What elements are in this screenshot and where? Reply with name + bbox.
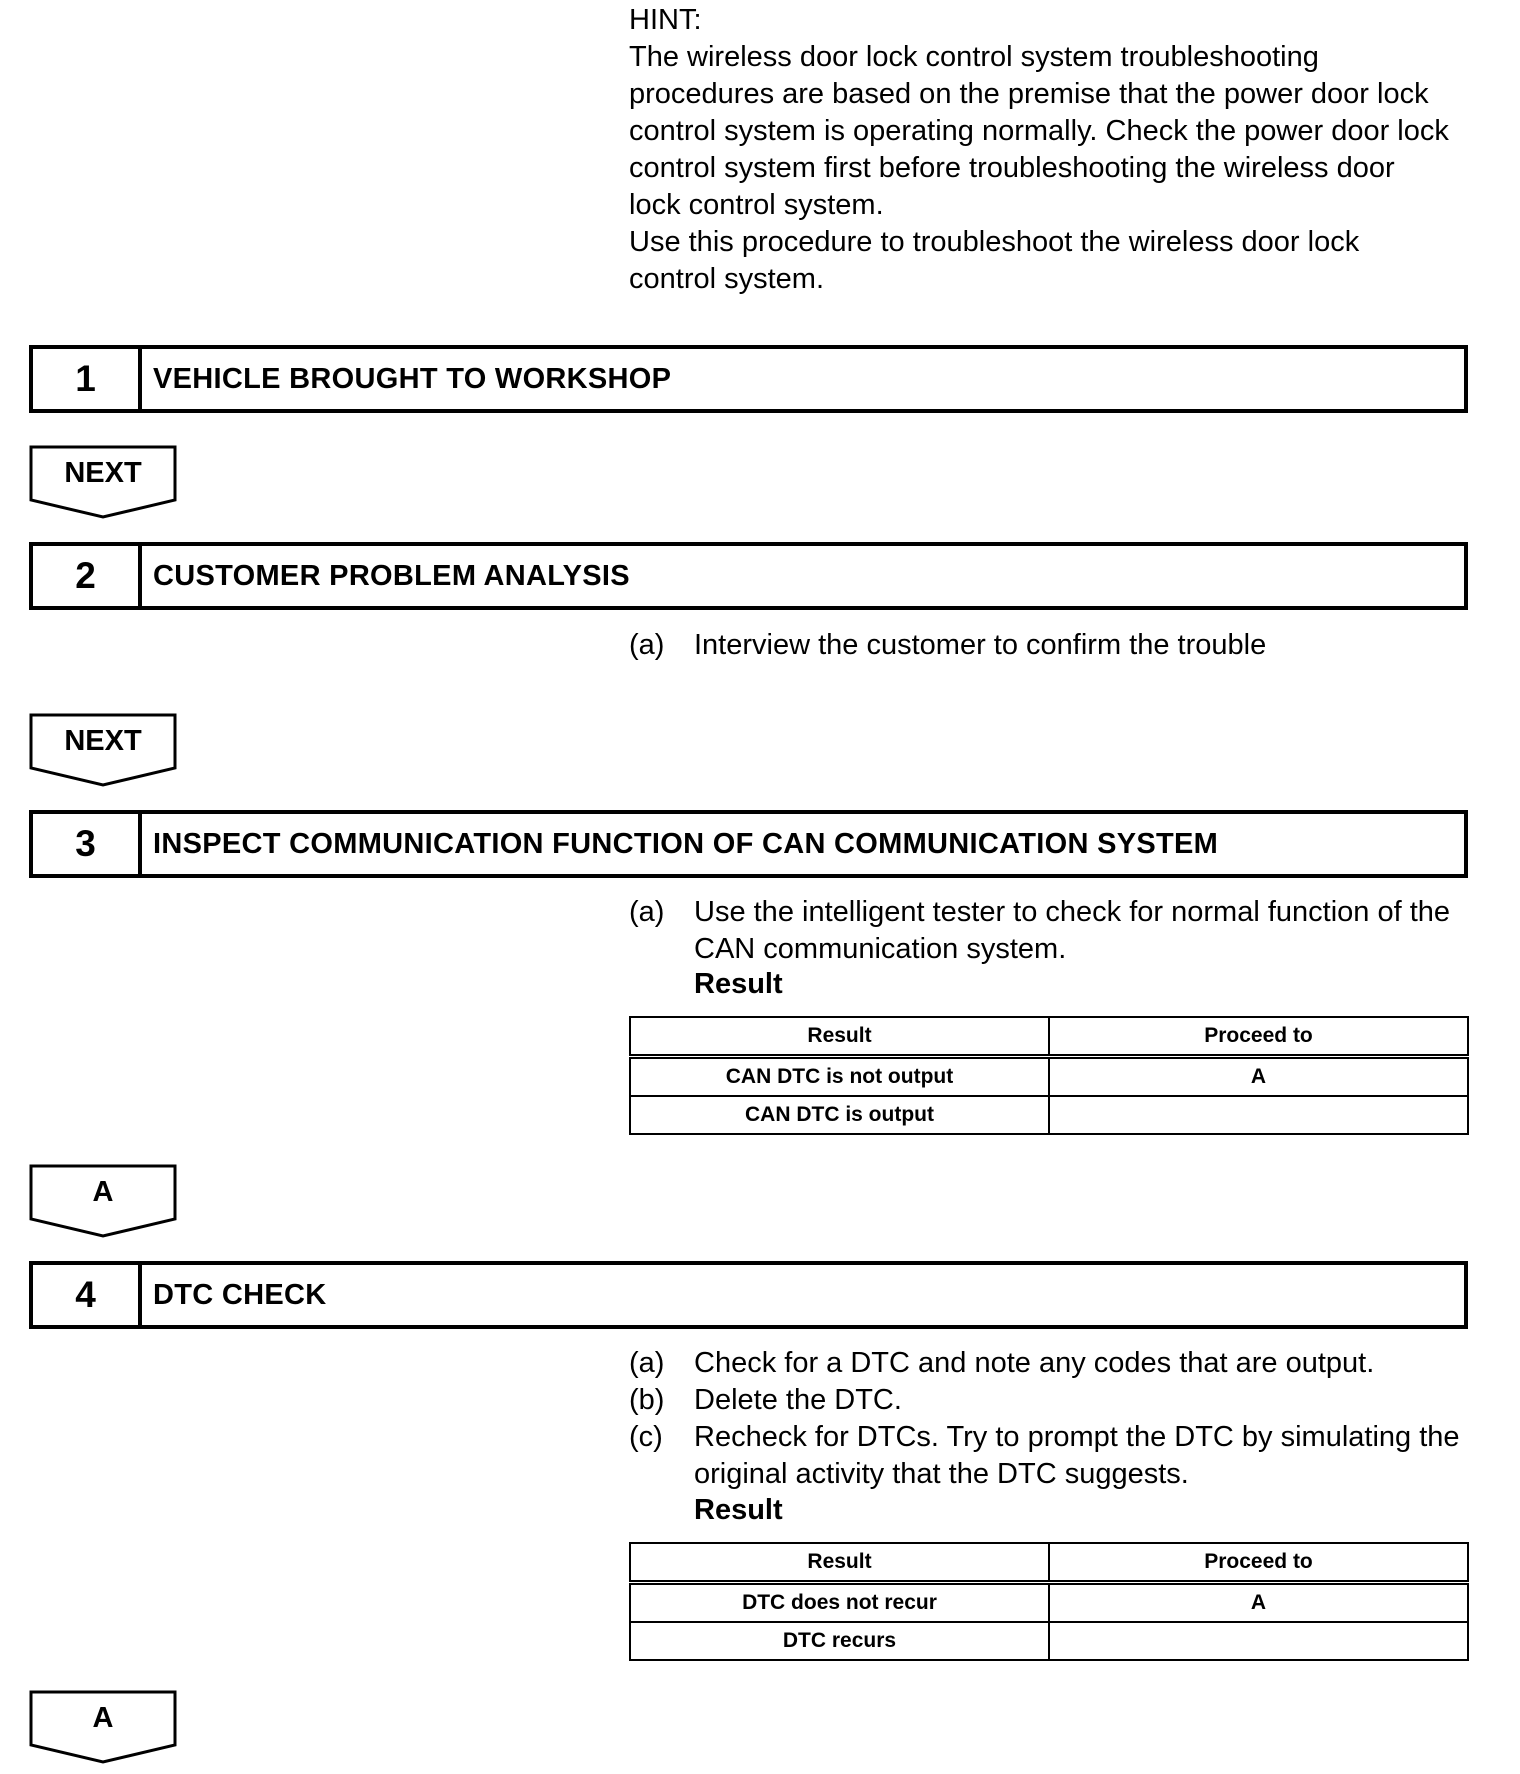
item-text: Use the intelligent tester to check for normal function of the CAN communication system. [694,896,1451,965]
step-3-number: 3 [33,814,142,874]
step-2-box [29,542,1468,610]
table-cell: CAN DTC is output [630,1096,1049,1134]
table-row [630,1057,1468,1097]
table-row [630,1583,1468,1623]
hint-paragraph-1: The wireless door lock control system troubleshooting procedures are based on the premise that the power door lock control system is operating normally. Check the power door lock control system first before troubleshooting the wireless door lock control system. [629,41,1449,221]
item-text: Recheck for DTCs. Try to prompt the DTC by simulating the original activity that the DTC suggests. [694,1421,1460,1490]
step-1-number: 1 [33,349,142,409]
table-cell: DTC does not recur [630,1583,1049,1623]
step-4-box [29,1261,1468,1329]
next-arrow-3-label: A [92,1175,114,1208]
table-header-proceed: Proceed to [1049,1017,1468,1057]
step-2-item-a [629,627,1484,664]
table-cell: DTC recurs [630,1622,1049,1660]
step-1-box [29,345,1468,413]
table-header-result: Result [630,1017,1049,1057]
next-arrow-2-label: NEXT [64,724,142,757]
step-3-result-label: Result [694,968,783,1000]
step-3-item-a [629,894,1484,968]
step-2-title: CUSTOMER PROBLEM ANALYSIS [153,559,630,592]
table-cell [1049,1096,1468,1134]
table-cell: A [1049,1057,1468,1097]
hint-paragraph-2: Use this procedure to troubleshoot the wireless door lock control system. [629,226,1360,295]
step-4-item-a [629,1345,1484,1382]
table-cell: A [1049,1583,1468,1623]
next-arrow-4 [29,1690,177,1765]
next-arrow-1-label: NEXT [64,456,142,489]
step-3-box [29,810,1468,878]
next-arrow-2 [29,713,177,788]
item-tag: (b) [629,1384,665,1416]
table-row [630,1096,1468,1134]
next-arrow-1 [29,445,177,520]
step-3-title: INSPECT COMMUNICATION FUNCTION OF CAN COMMUNICATION SYSTEM [153,827,1219,860]
next-arrow-3 [29,1164,177,1239]
item-text: Delete the DTC. [694,1384,902,1416]
step-1-title: VEHICLE BROUGHT TO WORKSHOP [153,362,672,395]
step-3-result-table [629,1016,1469,1135]
step-4-item-c [629,1419,1484,1493]
step-4-number: 4 [33,1265,142,1325]
item-text: Check for a DTC and note any codes that are output. [694,1347,1375,1379]
next-arrow-4-label: A [92,1701,114,1734]
step-4-title: DTC CHECK [153,1278,327,1311]
table-header-row [630,1017,1468,1057]
item-text: Interview the customer to confirm the trouble [694,629,1267,661]
table-header-row [630,1543,1468,1583]
step-2-number: 2 [33,546,142,606]
step-4-item-b [629,1382,1484,1419]
hint-label: HINT: [629,4,702,36]
step-4-result-label: Result [694,1494,783,1526]
table-cell [1049,1622,1468,1660]
table-row [630,1622,1468,1660]
item-tag: (a) [629,896,665,928]
hint-block [629,2,1449,298]
step-4-result-table [629,1542,1469,1661]
item-tag: (a) [629,1347,665,1379]
item-tag: (a) [629,629,665,661]
table-header-proceed: Proceed to [1049,1543,1468,1583]
table-cell: CAN DTC is not output [630,1057,1049,1097]
item-tag: (c) [629,1421,663,1453]
table-header-result: Result [630,1543,1049,1583]
